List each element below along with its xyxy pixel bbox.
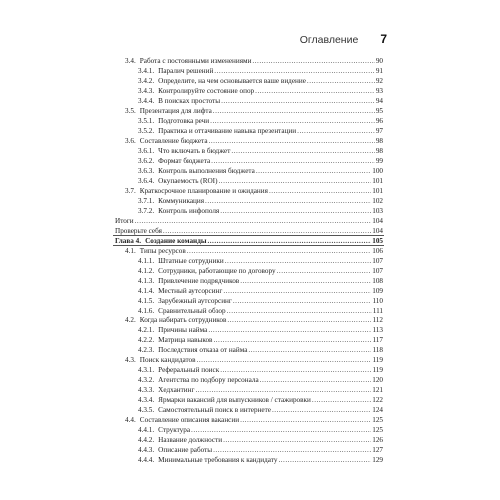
toc-entry[interactable] — [125, 136, 383, 146]
toc-entry-title: В поисках простоты — [158, 96, 221, 105]
toc-dot-leader — [240, 415, 371, 425]
toc-entry-page: 119 — [372, 366, 383, 375]
toc-entry[interactable] — [125, 246, 383, 256]
toc-entry[interactable] — [138, 345, 383, 355]
header-title: Оглавление — [299, 34, 359, 46]
toc-entry[interactable] — [138, 325, 383, 335]
toc-entry-number: 3.4.4. — [138, 96, 155, 105]
toc-dot-leader — [214, 66, 375, 76]
toc-dot-leader — [272, 405, 371, 415]
toc-entry-title: Формат бюджета — [158, 156, 211, 165]
toc-entry-title: Практика и оттачивание навыка презентации — [158, 126, 297, 135]
toc-dot-leader — [252, 56, 374, 66]
toc-entry-page: 94 — [375, 96, 383, 105]
toc-entry-page: 126 — [372, 436, 383, 445]
toc-entry-page: 118 — [372, 346, 383, 355]
toc-entry-number: 3.7. — [125, 186, 136, 195]
toc-entry[interactable] — [138, 286, 383, 296]
toc-entry-page: 109 — [372, 286, 383, 295]
toc-entry[interactable] — [125, 186, 383, 196]
toc-entry[interactable] — [138, 425, 383, 435]
toc-entry-number: 3.4. — [125, 57, 136, 65]
toc-entry-title: Самостоятельный поиск в интернете — [158, 406, 271, 415]
toc-entry-number: 4.3.1. — [138, 366, 155, 375]
toc-entry-title: Название должности — [158, 436, 223, 445]
toc-entry[interactable] — [138, 455, 383, 465]
toc-entry-number: 4.3.5. — [138, 406, 155, 415]
toc-entry-page: 101 — [372, 176, 383, 185]
toc-dot-leader — [297, 126, 375, 136]
toc-dot-leader — [197, 355, 372, 365]
toc-entry-number: 3.5. — [125, 106, 136, 115]
toc-entry-page: 95 — [375, 106, 383, 115]
toc-dot-leader — [278, 455, 371, 465]
toc-entry-page: 125 — [372, 416, 383, 425]
toc-entry[interactable] — [138, 445, 383, 455]
toc-entry-page: 102 — [372, 196, 383, 205]
toc-entry-page: 90 — [375, 57, 383, 65]
toc-entry-number: 3.4.2. — [138, 76, 155, 85]
toc-entry[interactable] — [138, 365, 383, 375]
toc-entry-number: 3.7.2. — [138, 206, 155, 215]
toc-entry-title: Проверьте себя — [115, 226, 162, 235]
toc-entry-number: 3.6.1. — [138, 146, 155, 155]
toc-entry-title: Работа с постоянными изменениями — [139, 57, 252, 65]
toc-entry-title: Описание работы — [158, 446, 213, 455]
toc-entry-page: 98 — [375, 136, 383, 145]
toc-dot-leader — [231, 146, 374, 156]
toc-entry-title: Структура — [158, 426, 191, 435]
toc-entry-number: 4.4.3. — [138, 446, 155, 455]
toc-entry[interactable] — [138, 196, 383, 206]
toc-entry-page: 121 — [372, 386, 383, 395]
toc-entry-page: 96 — [375, 116, 383, 125]
toc-dot-leader — [211, 156, 375, 166]
toc-entry-number: 4.3. — [125, 356, 136, 365]
toc-dot-leader — [207, 236, 371, 246]
toc-entry-title: Минимальные требования к кандидату — [158, 456, 278, 465]
toc-entry-title: Причины найма — [158, 326, 208, 335]
toc-entry-number: 4.4. — [125, 416, 136, 425]
toc-entry-number: 4.2. — [125, 316, 136, 325]
toc-entry[interactable] — [138, 96, 383, 106]
toc-entry-number: 4.1. — [125, 246, 136, 255]
toc-entry-page: 124 — [372, 406, 383, 415]
toc-entry-title: Зарубежный аутсорсинг — [158, 296, 232, 305]
toc-dot-leader — [233, 296, 372, 306]
toc-entry-page: 107 — [372, 266, 383, 275]
toc-entry[interactable] — [138, 395, 383, 405]
toc-entry-title: Агентства по подбору персонала — [158, 376, 259, 385]
toc-dot-leader — [223, 435, 371, 445]
toc-dot-leader — [220, 365, 371, 375]
toc-dot-leader — [187, 246, 371, 256]
toc-entry-page: 103 — [372, 206, 383, 215]
toc-entry-page: 92 — [375, 76, 383, 85]
toc-entry-page: 127 — [372, 446, 383, 455]
toc-entry-number: 3.5.2. — [138, 126, 155, 135]
toc-entry-page: 106 — [372, 246, 383, 255]
toc-entry-number: 4.1.3. — [138, 276, 155, 285]
toc-entry-page: 101 — [372, 186, 383, 195]
toc-entry-page: 111 — [372, 306, 383, 315]
toc-entry-page: 104 — [372, 216, 383, 225]
toc-entry[interactable] — [125, 315, 383, 325]
toc-dot-leader — [248, 345, 371, 355]
toc-entry[interactable] — [138, 146, 383, 156]
toc-entry-title: Последствия отказа от найма — [158, 346, 248, 355]
toc-entry-page: 98 — [375, 146, 383, 155]
toc-dot-leader — [220, 206, 371, 216]
toc-entry-number: 3.6. — [125, 136, 136, 145]
toc-entry-page: 105 — [372, 236, 383, 245]
toc-entry[interactable] — [138, 256, 383, 266]
toc-entry-title: Сотрудники, работающие по договору — [158, 266, 276, 275]
toc-entry-number: 4.1.5. — [138, 296, 155, 305]
toc-entry-number: 4.2.3. — [138, 346, 155, 355]
toc-entry[interactable] — [138, 306, 383, 316]
toc-entry-title: Матрица навыков — [158, 336, 213, 345]
toc-entry[interactable] — [125, 415, 383, 425]
toc-entry[interactable] — [115, 216, 383, 226]
toc-entry[interactable] — [138, 156, 383, 166]
toc-entry-number: 3.4.1. — [138, 66, 155, 75]
toc-entry-title: Когда набирать сотрудников — [139, 316, 227, 325]
toc-entry-number: 4.4.1. — [138, 426, 155, 435]
toc-entry-title: Штатные сотрудники — [158, 256, 224, 265]
toc-entry[interactable] — [125, 106, 383, 116]
toc-entry[interactable] — [138, 385, 383, 395]
toc-entry[interactable] — [138, 126, 383, 136]
header-page-number: 7 — [380, 32, 387, 46]
toc-entry[interactable] — [138, 116, 383, 126]
toc-entry-title: Местный аутсорсинг — [158, 286, 223, 295]
toc-dot-leader — [221, 96, 375, 106]
toc-entry-page: 99 — [375, 156, 383, 165]
toc-entry-title: Что включать в бюджет — [158, 146, 231, 155]
toc-entry-number: 3.6.4. — [138, 176, 155, 185]
toc-dot-leader — [307, 76, 375, 86]
toc-entry-page: 129 — [372, 456, 383, 465]
toc-entry-number: 4.4.2. — [138, 436, 155, 445]
toc-entry-title: Паралич решений — [158, 66, 214, 75]
toc-dot-leader — [213, 106, 375, 116]
toc-entry-number: 3.5.1. — [138, 116, 155, 125]
toc-chapter-entry[interactable] — [115, 236, 383, 246]
toc-entry[interactable] — [138, 375, 383, 385]
toc-entry-page: 119 — [372, 356, 383, 365]
toc-dot-leader — [269, 186, 371, 196]
toc-entry-page: 125 — [372, 426, 383, 435]
toc-dot-leader — [135, 216, 372, 226]
toc-entry-title: Контроль инфополя — [158, 206, 220, 215]
toc-entry[interactable] — [138, 266, 383, 276]
toc-entry-page: 112 — [372, 316, 383, 325]
toc-entry[interactable] — [125, 355, 383, 365]
toc-dot-leader — [205, 196, 371, 206]
toc-entry-number: 4.4.4. — [138, 456, 155, 465]
toc-entry[interactable] — [138, 435, 383, 445]
toc-entry[interactable] — [138, 296, 383, 306]
toc-entry-number: 4.1.4. — [138, 286, 155, 295]
toc-entry-page: 91 — [375, 66, 383, 75]
toc-entry-number: 4.2.1. — [138, 326, 155, 335]
toc-dot-leader — [213, 445, 371, 455]
toc-entry-number: 4.3.4. — [138, 396, 155, 405]
toc-entry-number: 3.6.3. — [138, 166, 155, 175]
toc-entry-title: Коммуникация — [158, 196, 205, 205]
toc-entry-number: 4.1.2. — [138, 266, 155, 275]
toc-entry-title: Контролируйте состояние опор — [158, 86, 255, 95]
toc-entry[interactable] — [138, 206, 383, 216]
toc-entry-number: 3.7.1. — [138, 196, 155, 205]
toc-entry-number: 4.1.1. — [138, 256, 155, 265]
toc-entry-title: Реферальный поиск — [158, 366, 220, 375]
running-header — [300, 32, 387, 48]
toc-entry-title: Ярмарки вакансий для выпускников / стажировки — [158, 396, 311, 405]
toc-dot-leader — [312, 395, 371, 405]
toc-entry[interactable] — [138, 176, 383, 186]
toc-entry-title: Подготовка речи — [158, 116, 210, 125]
toc-entry-title: Контроль выполнения бюджета — [158, 166, 255, 175]
toc-entry[interactable] — [138, 405, 383, 415]
toc-dot-leader — [277, 266, 372, 276]
toc-entry-page: 110 — [372, 296, 383, 305]
toc-entry[interactable] — [138, 335, 383, 345]
toc-entry-number: 4.3.2. — [138, 376, 155, 385]
toc-entry-title: Хедхантинг — [158, 386, 195, 395]
toc-dot-leader — [218, 176, 371, 186]
toc-dot-leader — [191, 425, 371, 435]
toc-entry-title: Презентация для лифта — [139, 106, 212, 115]
toc-entry-number: 3.6.2. — [138, 156, 155, 165]
toc-dot-leader — [223, 286, 371, 296]
toc-entry-title: Типы ресурсов — [139, 246, 186, 255]
toc-dot-leader — [225, 256, 372, 266]
toc-entry[interactable] — [138, 66, 383, 76]
toc-entry-title: Сравнительный обзор — [158, 306, 226, 315]
toc-entry-page: 113 — [372, 326, 383, 335]
toc-entry-title: Окупаемость (ROI) — [158, 176, 218, 185]
toc-dot-leader — [227, 315, 371, 325]
toc-entry-title: Создание команды — [145, 236, 207, 245]
toc-dot-leader — [210, 116, 375, 126]
toc-entry-title: Составление бюджета — [139, 136, 208, 145]
toc-entry-page: 122 — [372, 396, 383, 405]
toc-entry-page: 107 — [372, 256, 383, 265]
toc-dot-leader — [227, 306, 372, 316]
toc-entry-page: 93 — [375, 86, 383, 95]
toc-dot-leader — [240, 276, 371, 286]
toc-entry[interactable] — [138, 76, 383, 86]
toc-entry-title: Составление описания вакансии — [139, 416, 240, 425]
toc-entry-title: Краткосрочное планирование и ожидания — [139, 186, 268, 195]
toc-entry-number: 4.2.2. — [138, 336, 155, 345]
toc-entry-page: 97 — [375, 126, 383, 135]
toc-dot-leader — [260, 375, 372, 385]
toc-dot-leader — [213, 335, 371, 345]
toc-entry[interactable] — [138, 86, 383, 96]
toc-entry-title: Привлечение подрядчиков — [158, 276, 240, 285]
toc-entry[interactable] — [138, 166, 383, 176]
toc-entry[interactable] — [125, 56, 383, 66]
toc-entry-page: 100 — [372, 166, 383, 175]
toc-entry-title: Определите, на чем основывается ваше видение — [158, 76, 306, 85]
toc-entry-number: Глава 4. — [115, 236, 142, 245]
toc-entry-page: 108 — [372, 276, 383, 285]
toc-entry-page: 104 — [372, 226, 383, 235]
toc-entry-number: 4.1.6. — [138, 306, 155, 315]
toc-dot-leader — [256, 166, 371, 176]
toc-dot-leader — [195, 385, 371, 395]
toc-entry-page: 117 — [372, 336, 383, 345]
toc-entry-number: 3.4.3. — [138, 86, 155, 95]
toc-entry-title: Поиск кандидатов — [139, 356, 196, 365]
toc-entry-title: Итоги — [115, 216, 134, 225]
toc-dot-leader — [255, 86, 375, 96]
toc-dot-leader — [209, 136, 375, 146]
toc-entry-number: 4.3.3. — [138, 386, 155, 395]
toc-entry[interactable] — [138, 276, 383, 286]
toc-entry-page: 120 — [372, 376, 383, 385]
toc-dot-leader — [208, 325, 371, 335]
